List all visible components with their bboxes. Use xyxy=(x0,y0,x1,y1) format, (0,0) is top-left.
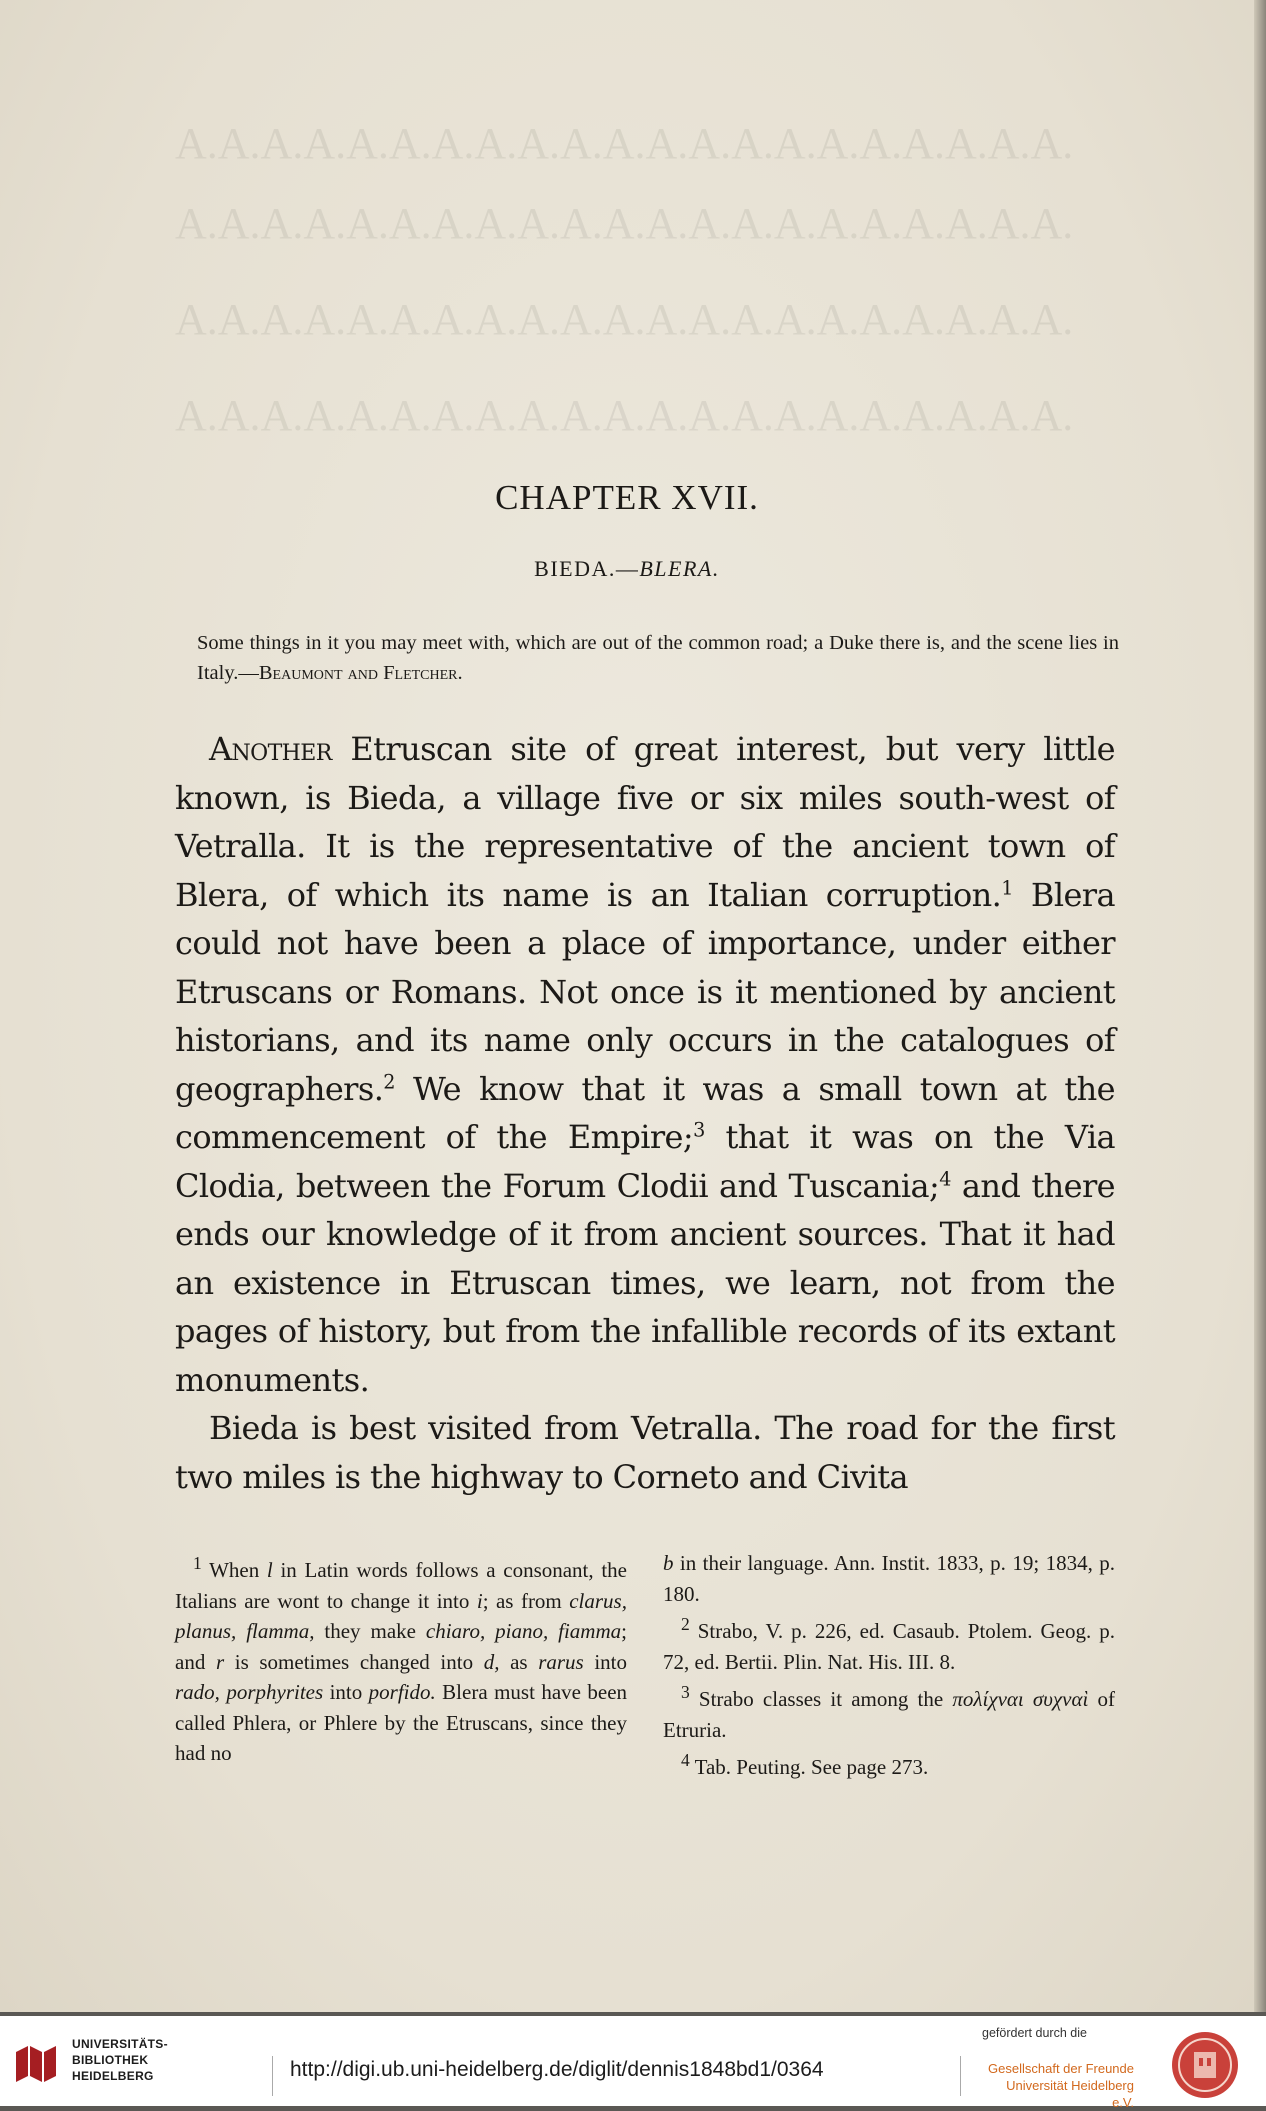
bleed-through-line: A.A.A.A.A.A.A.A.A.A.A.A.A.A.A.A.A.A.A.A.A. xyxy=(175,120,1074,168)
footnote-number: 2 xyxy=(681,1614,690,1634)
society-name: Gesellschaft der Freunde Universität Heidelberg e.V. xyxy=(988,2061,1134,2110)
university-seal-icon xyxy=(1170,2030,1240,2100)
footnote: $^4$ Tab. Peuting. See page 273. xyxy=(681,1750,929,1779)
footnote-number: 4 xyxy=(681,1750,690,1770)
footnote-continuation: b in their language. Ann. Instit. 1833, p. 19; 1834, p. 180. xyxy=(663,1551,1115,1606)
main-text xyxy=(175,725,1115,1501)
footnotes xyxy=(175,1548,1115,1783)
divider xyxy=(272,2056,273,2096)
digital-copy-link[interactable]: http://digi.ub.uni-heidelberg.de/diglit/dennis1848bd1/0364 xyxy=(290,2058,824,2081)
paragraph xyxy=(175,1404,1115,1501)
footnote-column-right xyxy=(663,1548,1115,1783)
paragraph-text: Etruscan site of great interest, but very little known, is Bieda, a village five or six miles south-west of Vetralla. It is the representative of the ancient town of Blera, of which its name is an Italian corruption. xyxy=(175,730,1115,914)
paragraph-text: Bieda is best visited from Vetralla. The road for the first two miles is the highway to Corneto and Civita xyxy=(175,1409,1115,1496)
footnote-ref: 3 xyxy=(693,1118,705,1142)
epigraph xyxy=(197,628,1119,688)
footnote-column-left xyxy=(175,1548,627,1783)
footnote: $^3$ Strabo classes it among the πολίχναι συχναὶ of Etruria. xyxy=(663,1682,1116,1742)
footnote-ref: 2 xyxy=(383,1069,395,1093)
page-edge xyxy=(1254,0,1266,2012)
funded-by-label: gefördert durch die xyxy=(982,2026,1087,2040)
paragraph-text: Blera could not have been a place of importance, under either Etruscans or Romans. Not once is it mentioned by ancient historians, and its name only occurs in the catalogues of geographers. xyxy=(175,875,1115,1108)
divider xyxy=(960,2056,961,2096)
footer-bar xyxy=(0,2016,1266,2110)
footnote: $^1$ When l in Latin words follows a consonant, the Italians are wont to change it into i; as from clarus, planus, flamma, they make chiaro, piano, fiamma; and r is sometimes changed into d, as rarus into rado, porphyrites into porfido. Blera must have been called Phlera, or Phlere by the Etruscans, since they had no xyxy=(175,1553,628,1765)
subtitle-ancient-name: BLERA. xyxy=(639,556,720,581)
epigraph-attribution: Beaumont and Fletcher. xyxy=(258,662,463,684)
footnote-ref: 1 xyxy=(1001,875,1013,899)
footnote-number: 1 xyxy=(193,1553,202,1573)
library-name: UNIVERSITÄTS- BIBLIOTHEK HEIDELBERG xyxy=(72,2037,168,2083)
paragraph-text: We know that it was a small town at the commencement of the Empire; xyxy=(175,1069,1115,1156)
chapter-heading: CHAPTER XVII. xyxy=(495,478,759,517)
epigraph-text: Some things in it you may meet with, which are out of the common road; a Duke there is, and the scene lies in Italy.— xyxy=(197,632,1119,684)
library-logo-icon xyxy=(10,2038,62,2088)
paragraph xyxy=(175,725,1115,1404)
chapter-subtitle xyxy=(0,556,1254,582)
paragraph-text: and there ends our knowledge of it from ancient sources. That it had an existence in Etruscan times, we learn, not from the pages of history, but from the infallible records of its extant monuments. xyxy=(175,1166,1115,1399)
footnote-ref: 4 xyxy=(939,1166,951,1190)
bleed-through-line: A.A.A.A.A.A.A.A.A.A.A.A.A.A.A.A.A.A.A.A.A. xyxy=(175,296,1074,344)
bleed-through-line: A.A.A.A.A.A.A.A.A.A.A.A.A.A.A.A.A.A.A.A.A. xyxy=(175,200,1074,248)
bleed-through-line: A.A.A.A.A.A.A.A.A.A.A.A.A.A.A.A.A.A.A.A.A. xyxy=(175,392,1074,440)
lead-word: Another xyxy=(209,730,332,768)
paragraph-text: that it was on the Via Clodia, between the Forum Clodii and Tuscania; xyxy=(175,1118,1115,1205)
subtitle-place: BIEDA.— xyxy=(534,556,640,581)
footnote: $^2$ Strabo, V. p. 226, ed. Casaub. Ptolem. Geog. p. 72, ed. Bertii. Plin. Nat. His. III. 8. xyxy=(663,1614,1115,1674)
footnote-number: 3 xyxy=(681,1682,690,1702)
